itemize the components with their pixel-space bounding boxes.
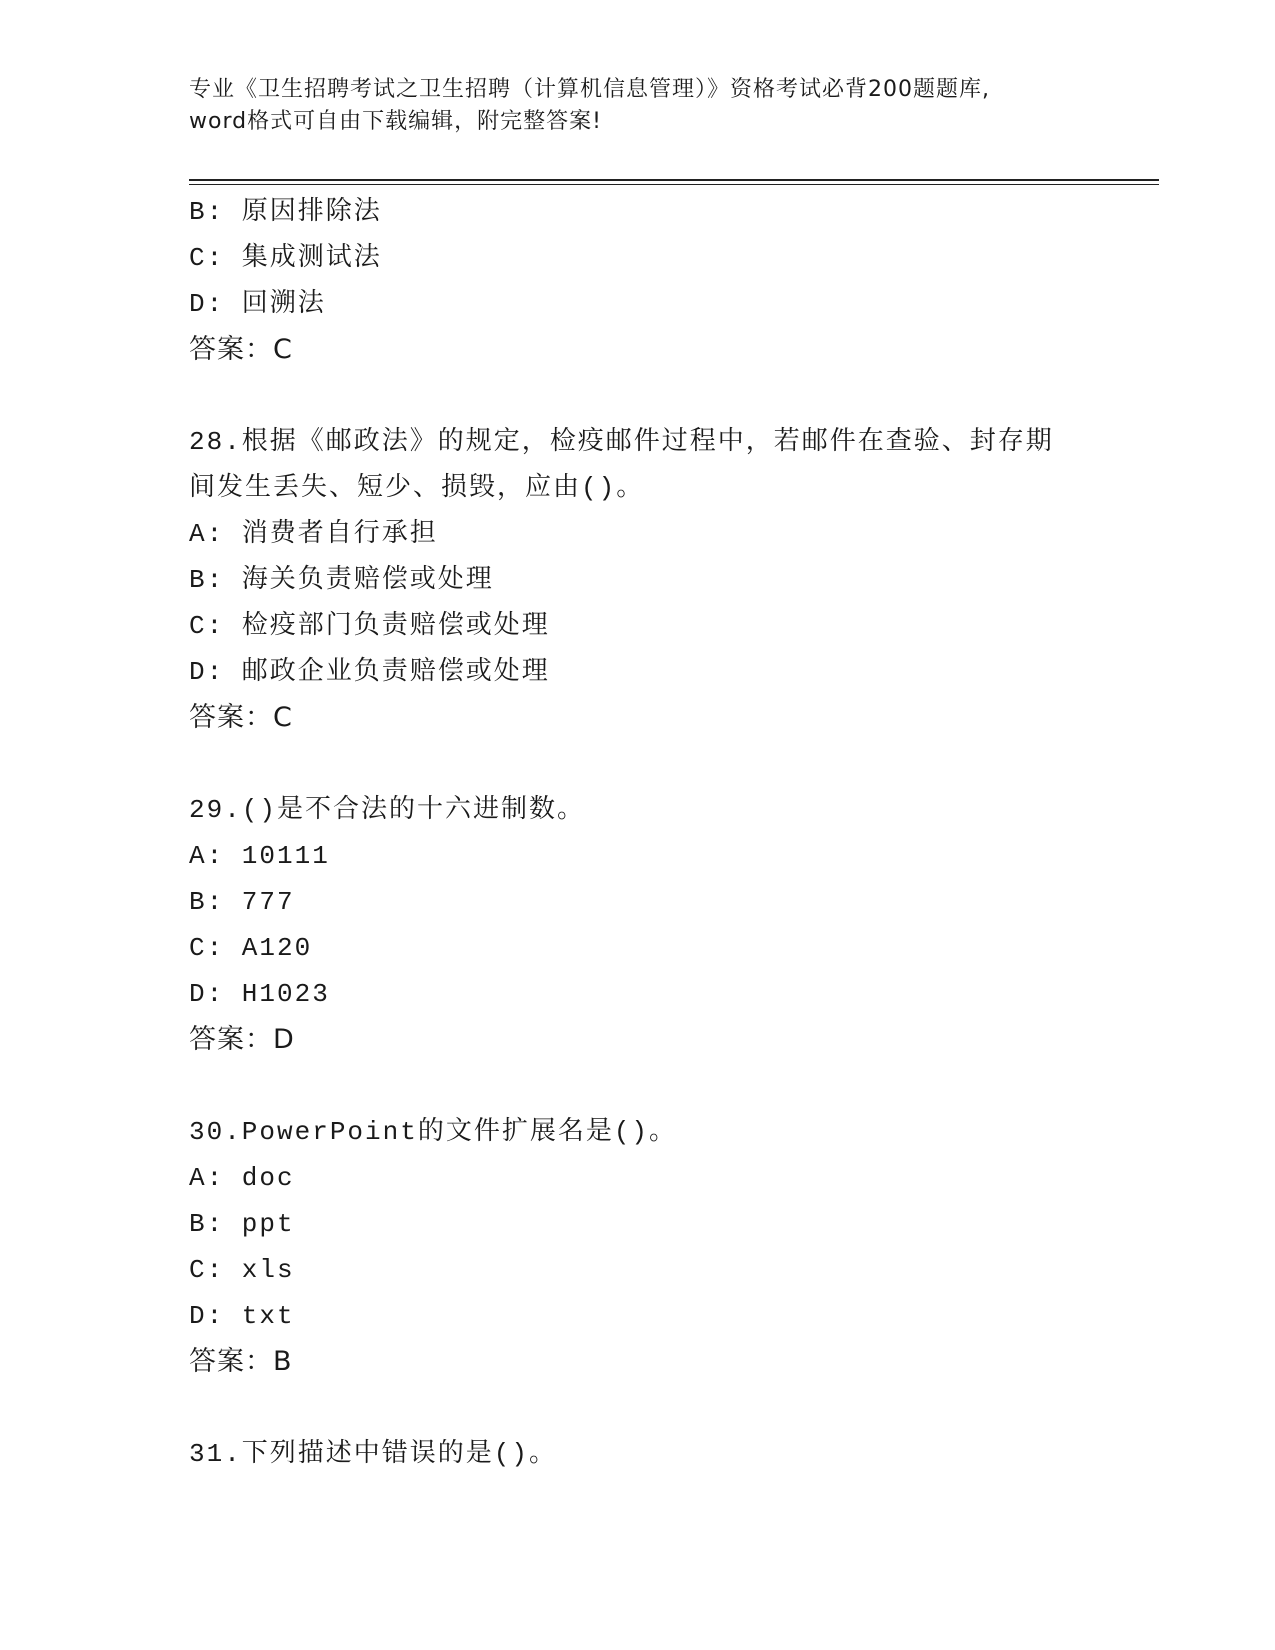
spacer [189,741,1089,787]
option-b: B: 海关负责赔偿或处理 [189,565,494,595]
header-title-line-1: 专业《卫生招聘考试之卫生招聘（计算机信息管理）》资格考试必背200题题库, [189,77,990,102]
header-divider-thick [189,179,1159,181]
question-stem: 间发生丢失、短少、损毁，应由()。 [189,473,645,503]
question-29 [189,787,1089,1063]
answer-line: 答案：B [189,1346,293,1377]
option-a: A: doc [189,1163,295,1193]
question-27-fragment [189,189,1089,373]
option-d: D: txt [189,1301,295,1331]
header-title-line-2: word格式可自由下载编辑，附完整答案! [189,109,602,134]
question-30 [189,1109,1089,1385]
answer-line: 答案：C [189,334,293,365]
header-divider-thin [189,184,1159,185]
spacer [189,1385,1089,1431]
option-c: C: A120 [189,933,313,963]
answer-line: 答案：D [189,1024,295,1055]
option-d: D: H1023 [189,979,330,1009]
question-31 [189,1431,1089,1477]
answer-line: 答案：C [189,702,293,733]
option-a: A: 10111 [189,841,330,871]
question-stem: 30.PowerPoint的文件扩展名是()。 [189,1117,678,1147]
question-stem: 31.下列描述中错误的是()。 [189,1439,558,1469]
option-b: B: 777 [189,887,295,917]
question-28 [189,419,1089,741]
option-a: A: 消费者自行承担 [189,519,438,549]
option-c: C: 检疫部门负责赔偿或处理 [189,611,550,641]
option-b: B: 原因排除法 [189,197,382,227]
document-header [189,74,1089,138]
option-c: C: 集成测试法 [189,243,382,273]
option-c: C: xls [189,1255,295,1285]
option-d: D: 邮政企业负责赔偿或处理 [189,657,550,687]
spacer [189,373,1089,419]
option-d: D: 回溯法 [189,289,326,319]
option-b: B: ppt [189,1209,295,1239]
question-stem: 29.()是不合法的十六进制数。 [189,795,586,825]
question-list [189,189,1089,1477]
question-stem: 28.根据《邮政法》的规定，检疫邮件过程中，若邮件在查验、封存期 [189,427,1054,457]
spacer [189,1063,1089,1109]
